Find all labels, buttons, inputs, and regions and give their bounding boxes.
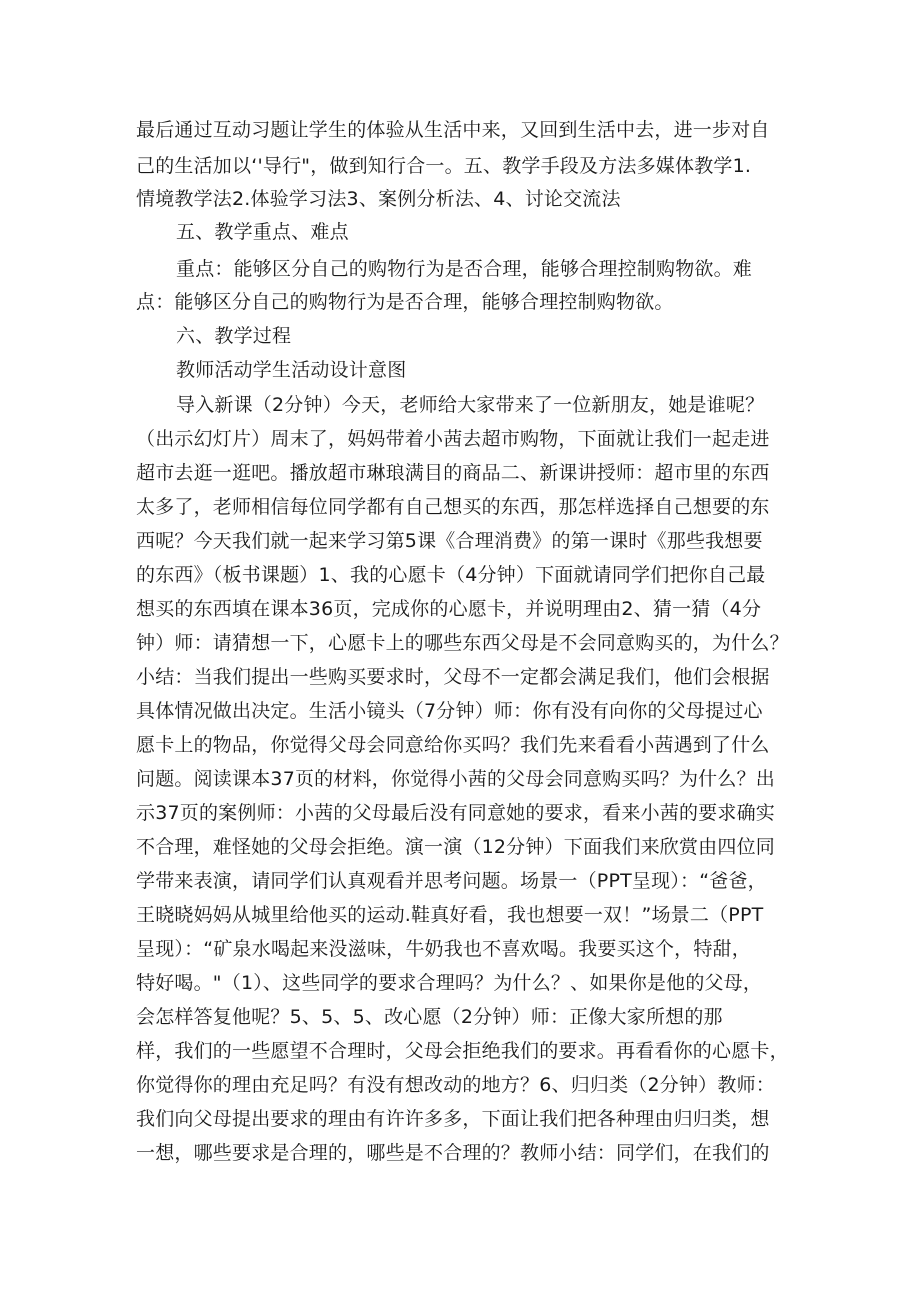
body-text-line: 呈现）：“矿泉水喝起来没滋味，牛奶我也不喜欢喝。我要买这个，特甜， bbox=[136, 938, 751, 960]
body-text-line: 超市去逛一逛吧。播放超市琳琅满目的商品二、新课讲授师：超市里的东西 bbox=[136, 462, 770, 484]
body-text-line: 钟）师：请猜想一下，心愿卡上的哪些东西父母是不会同意购买的，为什么？ bbox=[136, 632, 789, 654]
body-text-line: 会怎样答复他呢？5、5、5、改心愿（2分钟）师：正像大家所想的那 bbox=[136, 1006, 723, 1028]
body-text-line: 一想，哪些要求是合理的，哪些是不合理的？教师小结：同学们，在我们的 bbox=[136, 1142, 770, 1164]
body-text-line: 样，我们的一些愿望不合理时，父母会拒绝我们的要求。再看看你的心愿卡， bbox=[136, 1040, 789, 1062]
body-text-line: 己的生活加以‘'导行"，做到知行合一。五、教学手段及方法多媒体教学1. bbox=[136, 155, 752, 177]
body-text-line: 重点：能够区分自己的购物行为是否合理，能够合理控制购物欲。难 bbox=[176, 258, 753, 280]
table-header-text: 教师活动学生活动设计意图 bbox=[176, 359, 407, 381]
body-text-line: 的东西》（板书课题）1、我的心愿卡（4分钟）下面就请同学们把你自己最 bbox=[136, 564, 766, 586]
body-text-line: 西呢？今天我们就一起来学习第5课《合理消费》的第一课时《那些我想要 bbox=[136, 530, 763, 552]
body-text-line: 想买的东西填在课本36页，完成你的心愿卡，并说明理由2、猜一猜（4分 bbox=[136, 598, 762, 620]
body-text-line: 问题。阅读课本37页的材料，你觉得小茜的父母会同意购买吗？为什么？出 bbox=[136, 768, 775, 790]
body-text-line: 导入新课（2分钟）今天，老师给大家带来了一位新朋友，她是谁呢？ bbox=[176, 394, 765, 416]
body-text-line: 小结：当我们提出一些购买要求时，父母不一定都会满足我们，他们会根据 bbox=[136, 666, 770, 688]
body-text-line: 愿卡上的物品，你觉得父母会同意给你买吗？我们先来看看小茜遇到了什么 bbox=[136, 734, 770, 756]
body-text-line: 示37页的案例师：小茜的父母最后没有同意她的要求，看来小茜的要求确实 bbox=[136, 802, 775, 824]
body-text-line: 情境教学法2.体验学习法3、案例分析法、4、讨论交流法 bbox=[136, 188, 621, 210]
body-text-line: 最后通过互动习题让学生的体验从生活中来，又回到生活中去，进一步对自 bbox=[136, 119, 770, 141]
body-text-line: 特好喝。"（1）、这些同学的要求合理吗？为什么？、如果你是他的父母， bbox=[136, 972, 763, 994]
body-text-line: 你觉得你的理由充足吗？有没有想改动的地方？6、归归类（2分钟）教师： bbox=[136, 1074, 775, 1096]
section-heading: 五、教学重点、难点 bbox=[176, 221, 349, 243]
section-heading: 六、教学过程 bbox=[176, 325, 292, 347]
body-text-line: 具体情况做出决定。生活小镜头（7分钟）师：你有没有向你的父母提过心 bbox=[136, 700, 763, 722]
body-text-line: 点：能够区分自己的购物行为是否合理，能够合理控制购物欲。 bbox=[136, 291, 674, 313]
body-text-line: 不合理，难怪她的父母会拒绝。演一演（12分钟）下面我们来欣赏由四位同 bbox=[136, 836, 775, 858]
body-text-line: 学带来表演，请同学们认真观看并思考问题。场景一（PPT呈现）：“爸爸， bbox=[136, 870, 767, 892]
body-text-line: 太多了，老师相信每位同学都有自己想买的东西，那怎样选择自己想要的东 bbox=[136, 496, 770, 518]
body-text-line: 我们向父母提出要求的理由有许许多多，下面让我们把各种理由归归类，想 bbox=[136, 1108, 770, 1130]
body-text-line: （出示幻灯片）周末了，妈妈带着小茜去超市购物，下面就让我们一起走进 bbox=[136, 428, 770, 450]
body-text-line: 王晓晓妈妈从城里给他买的运动.鞋真好看，我也想要一双！”场景二（PPT bbox=[136, 904, 764, 926]
